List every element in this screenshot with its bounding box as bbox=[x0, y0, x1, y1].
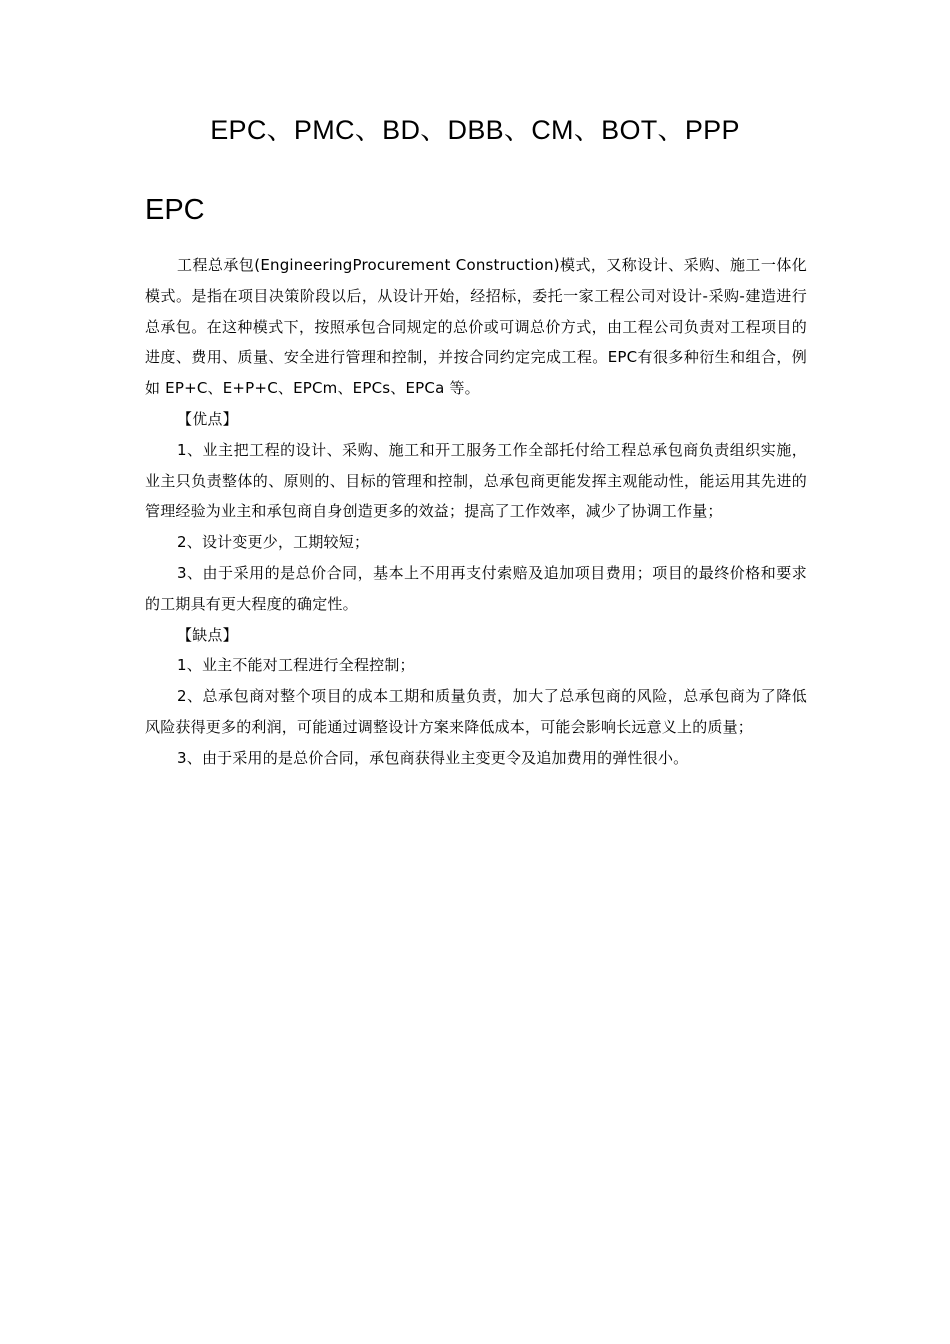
paragraph-advantage-1: 1、业主把工程的设计、采购、施工和开工服务工作全部托付给工程总承包商负责组织实施，业主只负责整体的、原则的、目标的管理和控制，总承包商更能发挥主观能动性，能运用其先进的管理经验为业主和承包商自身创造更多的效益；提高了工作效率，减少了协调工作量； bbox=[145, 440, 807, 521]
paragraph-advantage-2: 2、设计变更少，工期较短； bbox=[177, 533, 370, 552]
document-title: EPC、PMC、BD、DBB、CM、BOT、PPP bbox=[210, 115, 740, 145]
section-heading-epc: EPC bbox=[145, 194, 205, 226]
paragraph-advantages-heading: 【优点】 bbox=[177, 409, 238, 428]
paragraph-definition: 工程总承包(EngineeringProcurement Construction)模式，又称设计、采购、施工一体化模式。是指在项目决策阶段以后，从设计开始，经招标，委托一家工程公司对设计-采购-建造进行总承包。在这种模式下，按照承包合同规定的总价或可调总价方式，由工程公司负责对工程项目的进度、费用、质量、安全进行管理和控制，并按合同约定完成工程。EPC有很多种衍生和组合，例如 EP+C、E+P+C、EPCm、EPCs、EPCa 等。 bbox=[145, 256, 807, 398]
paragraph-disadvantages-heading: 【缺点】 bbox=[177, 625, 238, 644]
paragraph-advantage-3: 3、由于采用的是总价合同，基本上不用再支付索赔及追加项目费用；项目的最终价格和要求的工期具有更大程度的确定性。 bbox=[145, 563, 807, 613]
paragraph-disadvantage-2: 2、总承包商对整个项目的成本工期和质量负责，加大了总承包商的风险，总承包商为了降低风险获得更多的利润，可能通过调整设计方案来降低成本，可能会影响长远意义上的质量； bbox=[145, 687, 807, 736]
paragraph-disadvantage-1: 1、业主不能对工程进行全程控制； bbox=[177, 656, 415, 675]
paragraph-disadvantage-3: 3、由于采用的是总价合同，承包商获得业主变更令及追加费用的弹性很小。 bbox=[177, 748, 689, 767]
section-body bbox=[145, 250, 807, 774]
